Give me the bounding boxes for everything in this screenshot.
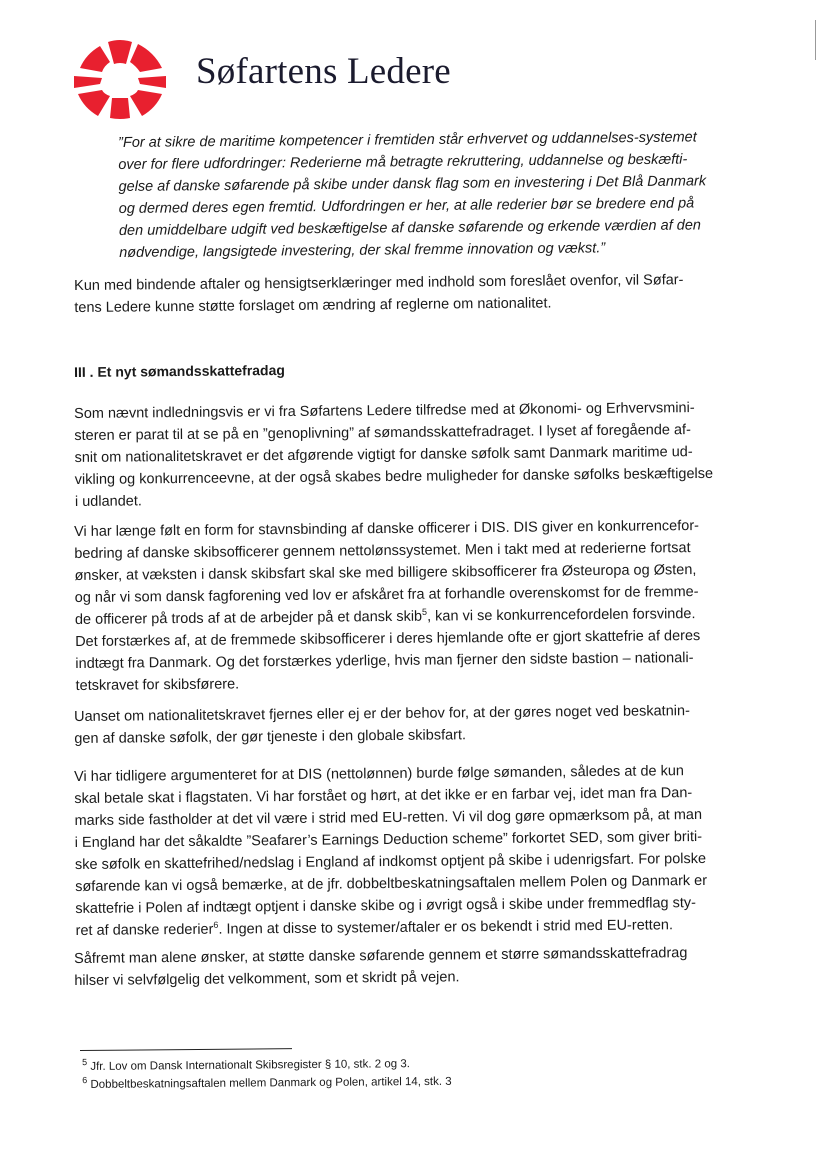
text-line: ønsker, at væksten i dansk skibsfart skal ske med billigere skibsofficerer fra Østeuropa og Østen,: [74, 562, 697, 584]
paragraph-2: [74, 514, 756, 697]
footnote-number: 6: [82, 1075, 88, 1086]
quote-line: den umiddelbare udgift ved beskæftigelse af danske søfarende og erkende værdien af den: [118, 217, 701, 239]
text-line: og når vi som dansk fagforening ved lov er afskåret fra at forhandle overenskomst for de fremme-: [74, 584, 699, 606]
text-line: i England har det såkaldte ”Seafarer’s Earnings Deduction scheme” forkortet SED, som giver briti-: [74, 828, 703, 851]
text-line: Kun med bindende aftaler og hensigtserklæringer med indhold som foreslået ovenfor, vil Søfar-: [74, 272, 684, 294]
footnotes: [82, 1055, 452, 1094]
quote-line: ”For at sikre de maritime kompetencer i fremtiden står erhvervet og uddannelses-systemet: [118, 129, 697, 151]
quote-line: over for flere udfordringer: Rederierne må betragte rekruttering, uddannelse og beskæfti-: [118, 151, 688, 173]
text-line: tetskravet for skibsførere.: [75, 676, 240, 694]
text-line: gen af danske søfolk, der gør tjeneste i den globale skibsfart.: [74, 727, 467, 747]
text-line: vikling og konkurrenceevne, at der også skabes bedre muligheder for danske søfolks beskæftigelse: [74, 465, 714, 488]
paragraph-1: [74, 396, 755, 513]
text-line: Vi har tidligere argumenteret for at DIS (nettolønnen) burde følge sømanden, således at de kun: [74, 763, 685, 785]
text-line: Som nævnt indledningsvis er vi fra Søfartens Ledere tilfredse med at Økonomi- og Erhvervsmini-: [74, 400, 695, 422]
text-line: ske søfolk en skattefrihed/nedslag i England af indkomst optjent på skibe i udenrigsfart. For polske: [74, 850, 707, 873]
paragraph-4: [74, 759, 756, 942]
quote-line: og dermed deres egen fremtid. Udfordringen er her, at alle rederier bør se bredere end på: [118, 195, 695, 217]
p2-footnote-line: de officerer på trods af at de arbejder på et dansk skib$^5$, kan vi se konkurrencefordelen forsvinde.: [74, 606, 696, 628]
text-line: hilser vi selvfølgelig det velkomment, som et skridt på vejen.: [74, 969, 460, 989]
text-line: søfarende kan vi også bemærke, at de jfr. dobbeltbeskatningsaftalen mellem Polen og Danmark er: [75, 872, 708, 895]
footnote-6: [82, 1073, 452, 1094]
text-line: indtægt fra Danmark. Og det forstærkes yderlige, hvis man fjerner den sidste bastion – nationali-: [75, 650, 694, 672]
text-line: tens Ledere kunne støtte forslaget om ændring af reglerne om nationalitet.: [74, 295, 552, 316]
quote-block: [118, 126, 739, 264]
section-heading: III . Et nyt sømandsskattefradag: [74, 361, 285, 380]
paragraph-3: [74, 699, 754, 750]
text-line: bedring af danske skibsofficerer gennem nettolønssystemet. Men i takt med at rederierne fortsat: [74, 540, 691, 562]
text-line: snit om nationalitetskravet er det afgørende vigtigt for danske søfolk samt Danmark maritime ud-: [74, 444, 693, 466]
paragraph-5: [74, 941, 754, 992]
footnote-text: Jfr. Lov om Dansk Internationalt Skibsregister § 10, stk. 2 og 3.: [90, 1058, 410, 1073]
text-line: i udlandet.: [74, 493, 142, 510]
page-edge-line: [815, 20, 816, 60]
intro-paragraph: [74, 268, 754, 319]
text-line: Det forstærkes af, at de fremmede skibsofficerer i deres hjemlande ofte er gjort skattefrie af deres: [75, 627, 701, 650]
footnote-text: Dobbeltbeskatningsaftalen mellem Danmark og Polen, artikel 14, stk. 3: [90, 1075, 452, 1091]
footnote-ref-6[interactable]: 6: [213, 919, 219, 930]
quote-line: gelse af danske søfarende på skibe under dansk flag som en investering i Det Blå Danmark: [118, 173, 707, 195]
sofartens-ledere-logo: [72, 38, 168, 120]
p4-footnote-line: ret af danske rederier$^6$. Ingen at disse to systemer/aftaler er os bekendt i strid med EU-retten.: [75, 917, 674, 939]
text-line: Uanset om nationalitetskravet fjernes eller ej er der behov for, at der gøres noget ved beskatnin-: [74, 703, 690, 725]
quote-line: nødvendige, langsigtede investering, der skal fremme innovation og vækst.”: [119, 240, 606, 261]
text-line: steren er parat til at se på en ”genoplivning” af sømandsskattefradraget. I lyset af foregående af-: [74, 422, 691, 444]
footnote-separator: [80, 1048, 292, 1051]
text-line: Vi har længe følt en form for stavnsbinding af danske officerer i DIS. DIS giver en konkurrencefor-: [74, 518, 700, 540]
footnote-number: 5: [81, 1057, 88, 1068]
text-line: Såfremt man alene ønsker, at støtte danske søfarende gennem et større sømandsskattefradrag: [74, 945, 688, 967]
text-line: skattefrie i Polen af indtægt optjent i danske skibe og i øvrigt også i skibe under fremmedflag sty-: [75, 895, 697, 917]
brand-title: Søfartens Ledere: [196, 51, 451, 92]
text-line: marks side fastholder at det vil være i strid med EU-retten. Vi vil dog gøre opmærksom på, at man: [74, 806, 703, 829]
text-line: skal betale skat i flagstaten. Vi har forstået og hørt, at det ikke er en farbar vej, idet man fra Dan-: [74, 785, 693, 807]
footnote-ref-5[interactable]: 5: [421, 606, 428, 617]
